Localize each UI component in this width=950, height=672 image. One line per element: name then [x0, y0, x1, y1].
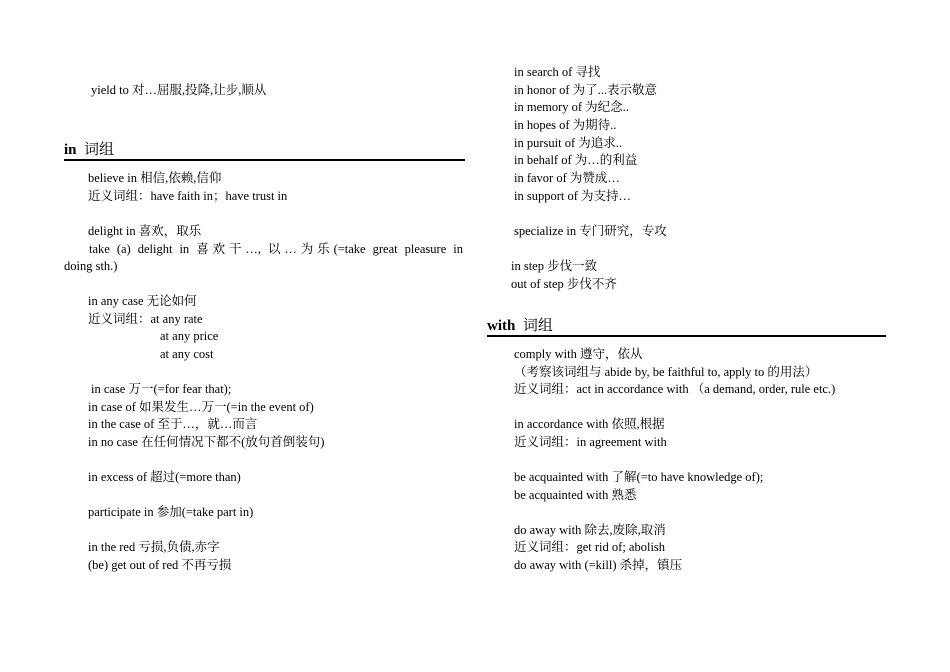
- entry-line: (be) get out of red 不再亏损: [88, 558, 232, 572]
- entry-line: in support of 为支持…: [514, 189, 632, 203]
- entry-line: in behalf of 为…的利益: [514, 153, 638, 167]
- section-rule-with: [487, 335, 886, 337]
- entry-line: in the red 亏损,负债,赤字: [88, 540, 220, 554]
- entry-line: 近义词组：have faith in；have trust in: [88, 189, 288, 203]
- entry-line: in memory of 为纪念..: [514, 100, 629, 114]
- entry-line: be acquainted with 了解(=to have knowledge of);: [514, 470, 764, 484]
- entry-line: 近义词组：act in accordance with （a demand, order, rule etc.): [514, 382, 836, 396]
- entry-line: in excess of 超过(=more than): [88, 470, 241, 484]
- entry-line: comply with 遵守，依从: [514, 347, 643, 361]
- heading-word: in: [64, 142, 77, 158]
- section-heading-in: [64, 141, 114, 159]
- entry-line: do away with 除去,废除,取消: [514, 523, 666, 537]
- entry-line: 近义词组：get rid of; abolish: [514, 540, 666, 554]
- entry-line: participate in 参加(=take part in): [88, 505, 254, 519]
- heading-word: with: [487, 318, 516, 334]
- entry-line: （考察该词组与 abide by, be faithful to, apply to 的用法）: [514, 365, 818, 379]
- entry-line: at any cost: [160, 347, 214, 361]
- section-heading-with: [487, 317, 553, 335]
- entry-line: be acquainted with 熟悉: [514, 488, 637, 502]
- heading-label: 词组: [84, 142, 115, 158]
- entry-line: delight in 喜欢，取乐: [88, 224, 202, 238]
- entry-yield-to: yield to 对…屈服,投降,让步,顺从: [91, 83, 267, 97]
- section-rule-in: [64, 159, 465, 161]
- entry-line: out of step 步伐不齐: [511, 277, 617, 291]
- entry-line: specialize in 专门研究，专攻: [514, 224, 667, 238]
- entry-line: in search of 寻找: [514, 65, 601, 79]
- entry-line: do away with (=kill) 杀掉，镇压: [514, 558, 683, 572]
- entry-line: in honor of 为了...表示敬意: [514, 83, 658, 97]
- entry-line: 近义词组：in agreement with: [514, 435, 667, 449]
- entry-line: in favor of 为赞成…: [514, 171, 620, 185]
- entry-line: in step 步伐一致: [511, 259, 598, 273]
- entry-line: in no case 在任何情况下都不(放句首倒装句): [88, 435, 325, 449]
- entry-line: in the case of 至于…，就…而言: [88, 417, 258, 431]
- entry-line: in case of 如果发生…万一(=in the event of): [88, 400, 314, 414]
- entry-line: take (a) delight in 喜欢干…, 以…为乐(=take great pleasure in: [89, 242, 463, 256]
- entry-line: in case 万一(=for fear that);: [91, 382, 232, 396]
- entry-line: in accordance with 依照,根据: [514, 417, 665, 431]
- entry-line: at any price: [160, 329, 219, 343]
- heading-label: 词组: [522, 318, 553, 334]
- entry-line: believe in 相信,依赖,信仰: [88, 171, 222, 185]
- entry-line: 近义词组：at any rate: [88, 312, 203, 326]
- entry-line: in hopes of 为期待..: [514, 118, 617, 132]
- entry-line: doing sth.): [64, 259, 118, 273]
- entry-line: in pursuit of 为追求..: [514, 136, 622, 150]
- entry-line: in any case 无论如何: [88, 294, 197, 308]
